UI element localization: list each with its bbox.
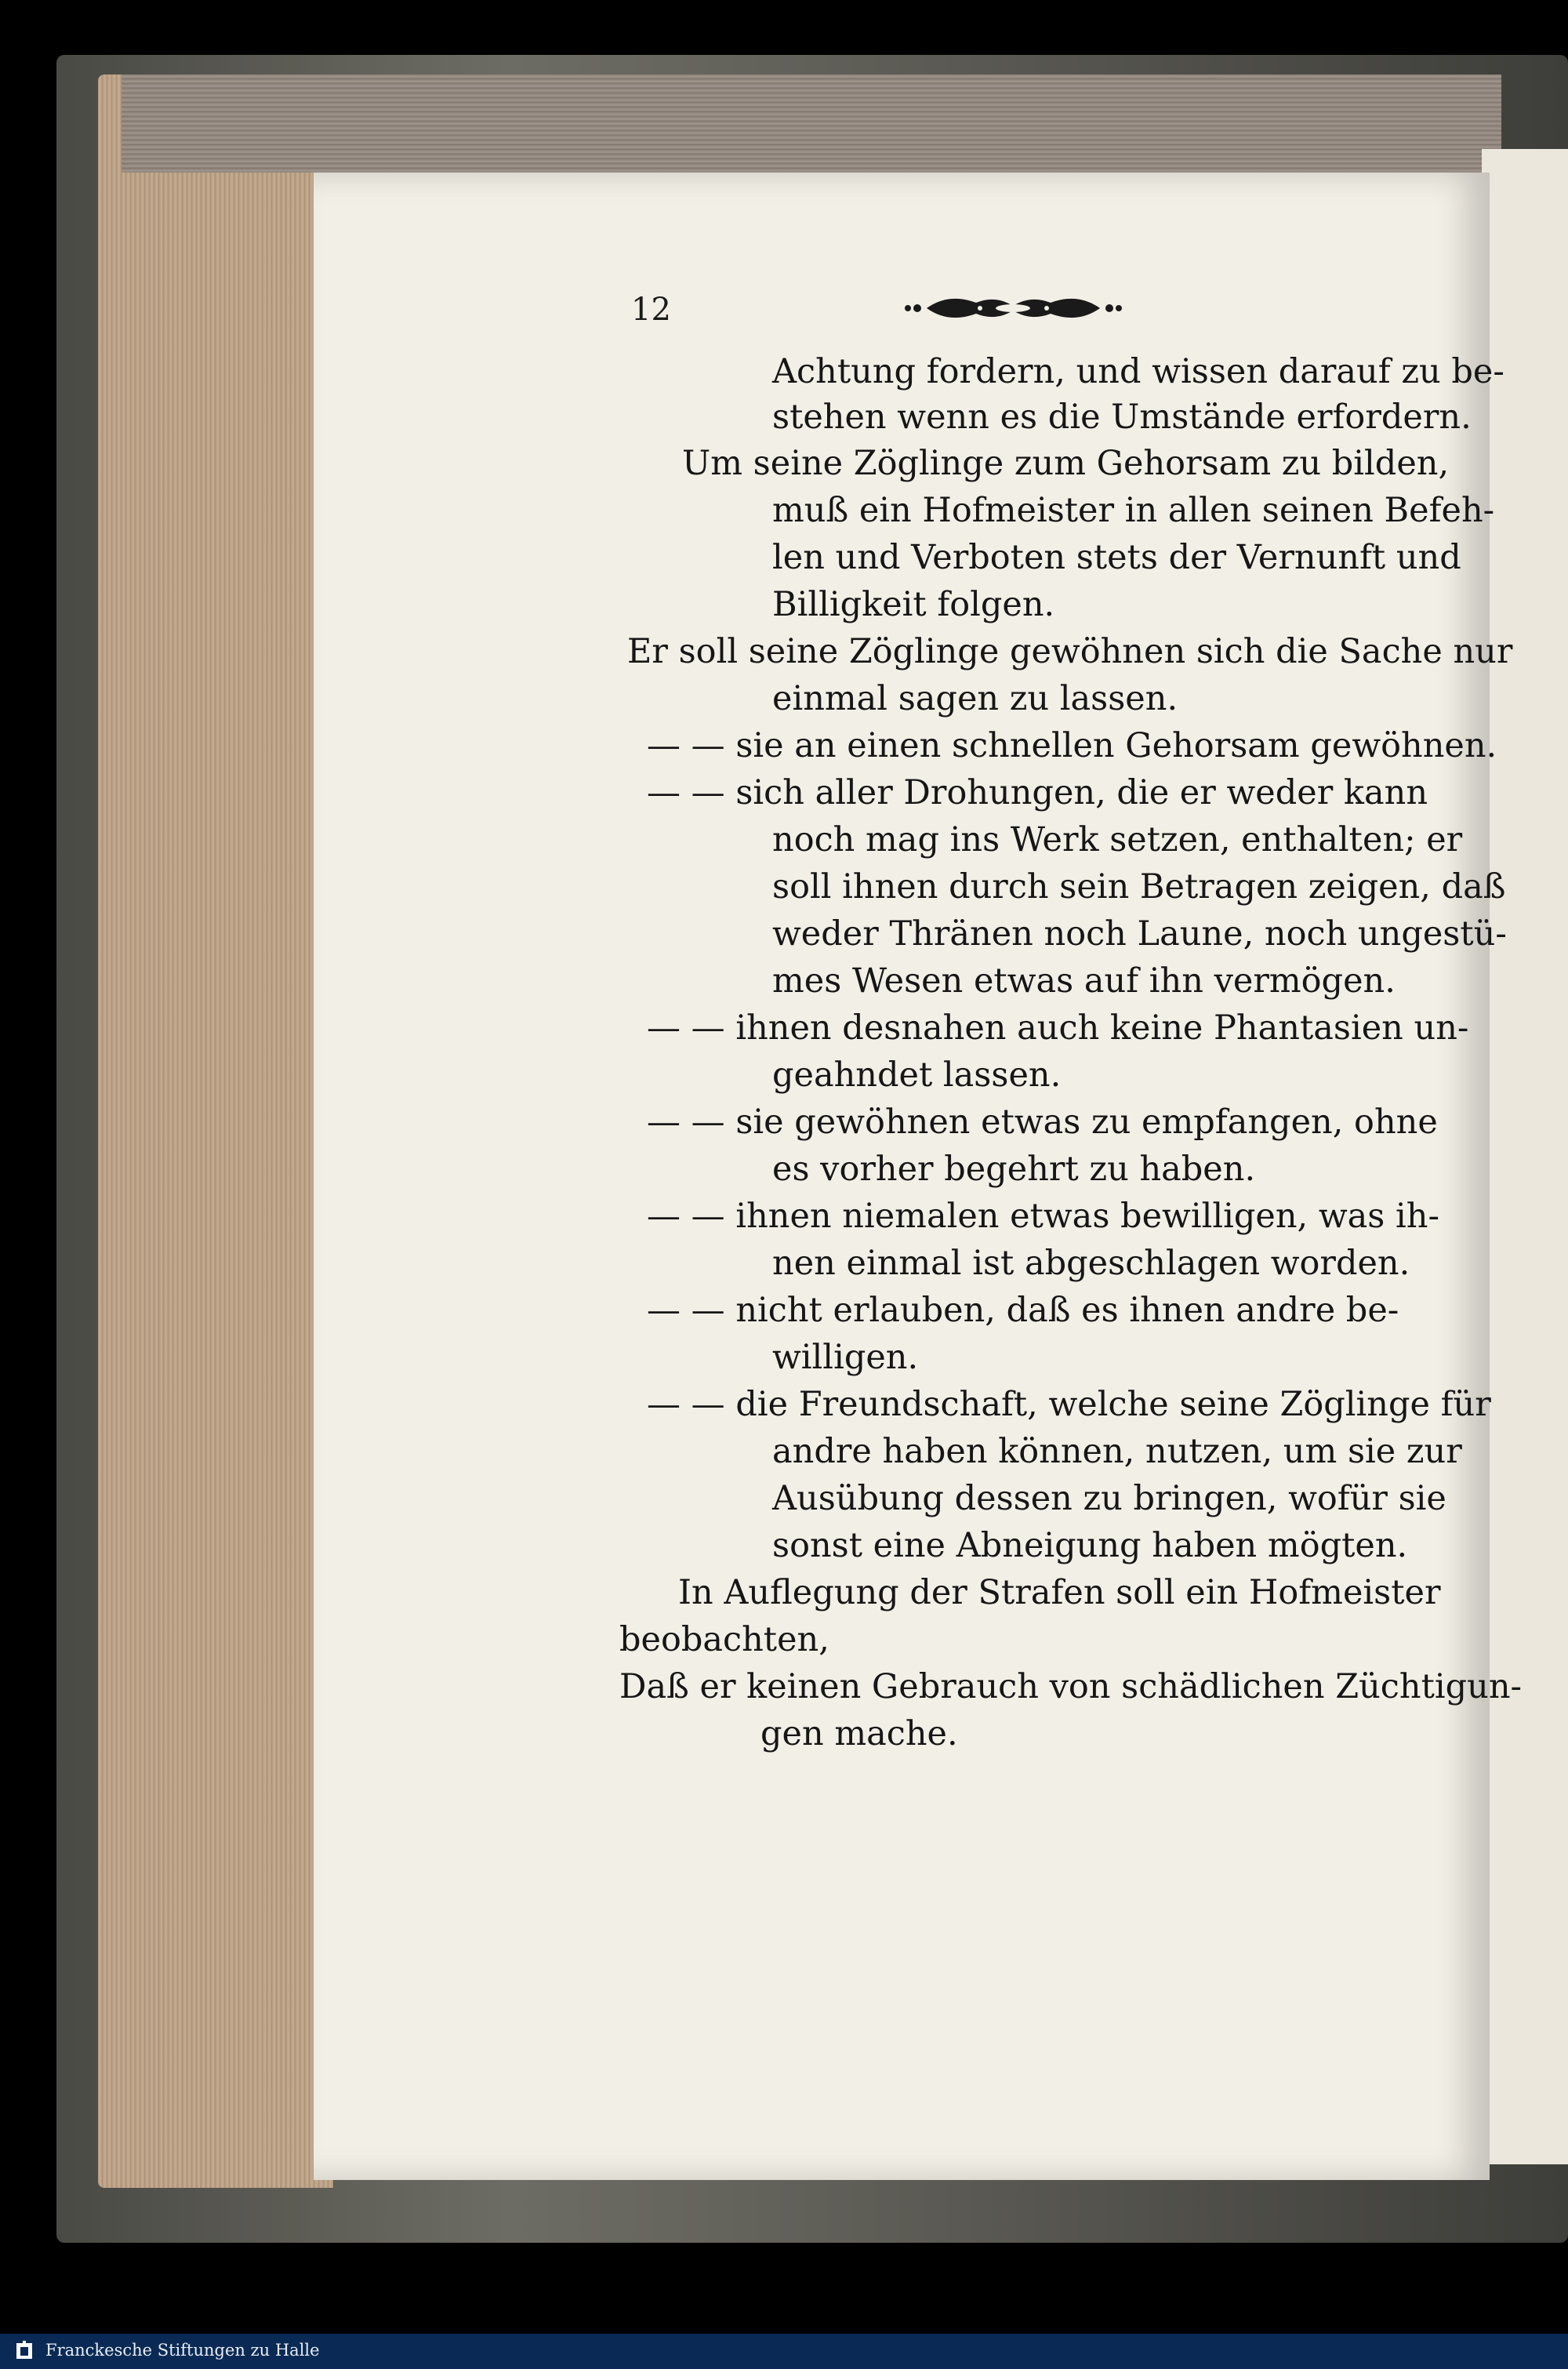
text-line: Achtung fordern, und wissen darauf zu be- — [772, 352, 1504, 391]
text-line: willigen. — [772, 1338, 919, 1377]
text-line: beobachten, — [619, 1620, 829, 1659]
text-line: len und Verboten stets der Vernunft und — [772, 538, 1461, 577]
text-line: geahndet lassen. — [772, 1056, 1062, 1095]
text-line: — — ihnen niemalen etwas bewilligen, was ih- — [647, 1197, 1440, 1236]
text-line: Billigkeit folgen. — [772, 585, 1055, 624]
text-line: stehen wenn es die Umstände erfordern. — [772, 398, 1472, 437]
text-line: Daß er keinen Gebrauch von schädlichen Züchtigun- — [619, 1667, 1523, 1706]
text-line: mes Wesen etwas auf ihn vermögen. — [772, 961, 1396, 1001]
text-line: — — die Freundschaft, welche seine Zöglinge für — [647, 1385, 1491, 1424]
text-line: — — sie gewöhnen etwas zu empfangen, ohne — [647, 1103, 1438, 1142]
text-line: muß ein Hofmeister in allen seinen Befeh- — [772, 491, 1495, 530]
text-line: weder Thränen noch Laune, noch ungestü- — [772, 914, 1507, 954]
text-line: In Auflegung der Strafen soll ein Hofmeister — [678, 1573, 1441, 1612]
text-line: — — sie an einen schnellen Gehorsam gewöhnen. — [647, 726, 1497, 765]
text-line: Ausübung dessen zu bringen, wofür sie — [772, 1479, 1446, 1518]
text-line: — — ihnen desnahen auch keine Phantasien un- — [647, 1008, 1469, 1048]
footer-institution: Franckesche Stiftungen zu Halle — [45, 2341, 320, 2360]
text-line: es vorher begehrt zu haben. — [772, 1150, 1256, 1189]
text-line: einmal sagen zu lassen. — [772, 679, 1178, 718]
franckesche-stiftungen-logo-icon — [14, 2340, 34, 2362]
text-line: sonst eine Abneigung haben mögten. — [772, 1526, 1408, 1565]
text-line: soll ihnen durch sein Betragen zeigen, daß — [772, 867, 1506, 907]
text-line: andre haben können, nutzen, um sie zur — [772, 1432, 1462, 1471]
text-line: nen einmal ist abgeschlagen worden. — [772, 1244, 1410, 1283]
text-line: — — nicht erlauben, daß es ihnen andre be- — [647, 1291, 1399, 1330]
text-line: Er soll seine Zöglinge gewöhnen sich die Sache nur — [627, 632, 1513, 671]
footer-bar — [0, 2334, 1568, 2369]
text-line: gen mache. — [760, 1714, 958, 1753]
text-line: — — sich aller Drohungen, die er weder kann — [647, 773, 1428, 812]
page-number: 12 — [631, 292, 671, 328]
text-line: noch mag ins Werk setzen, enthalten; er — [772, 820, 1463, 859]
text-line: Um seine Zöglinge zum Gehorsam zu bilden, — [682, 444, 1450, 483]
